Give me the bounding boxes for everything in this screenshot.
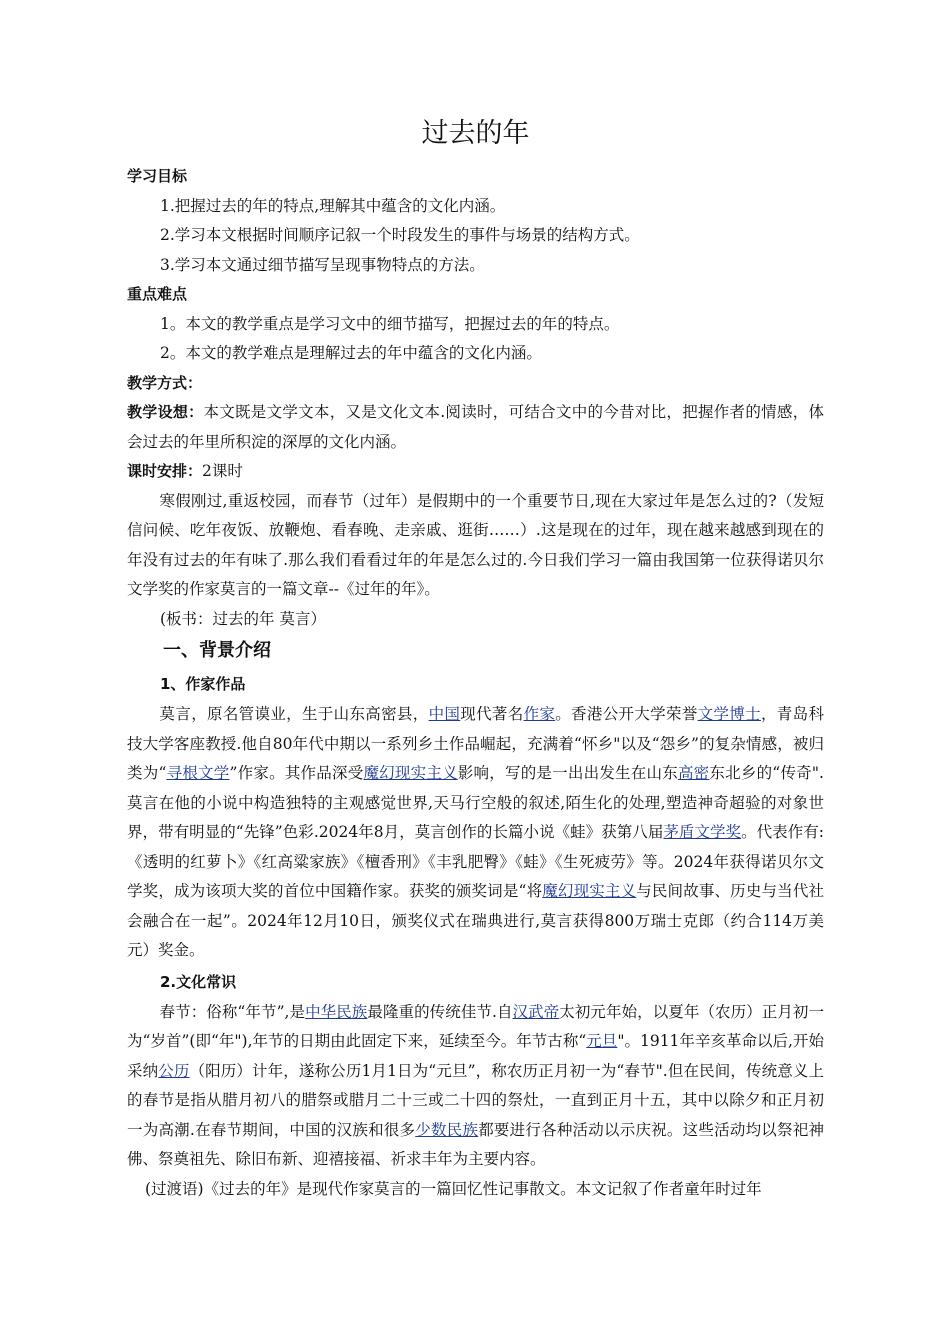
text-run: 太初元年始，以夏年（农历）正月初一为“岁首”(即“年"),年节的日期由此固定下来，延续至今。年节古称“ [127,1002,824,1050]
text-run: 春节：俗称“年节”,是 [159,1002,306,1021]
section-background-heading: 一、背景介绍 [163,640,271,661]
document-content [127,112,824,1204]
goals-heading: 学习目标 [127,167,188,185]
text-run: "。1911年辛亥革命以后,开始采纳 [127,1032,824,1080]
goal-item-1: 1.把握过去的年的特点,理解其中蕴含的文化内涵。 [160,196,506,215]
keypoint-item-2: 2。本文的教学难点是理解过去的年中蕴含的文化内涵。 [160,344,542,362]
text-run: 。香港公开大学荣誉 [555,705,698,723]
link-gregorian-calendar[interactable]: 公历 [158,1061,190,1080]
link-mao-dun-prize[interactable]: 茅盾文学奖 [663,823,742,841]
text-run: 东北乡的“传奇".莫言在他的小说中构造独特的主观感觉世界,天马行空般的叙述,陌生化的处理,塑造神奇超验的对象世界，带有明显的“先锋”色彩.2024年8月，莫言创作的长篇小说《蛙》获第八届 [127,764,824,841]
subsection-culture-heading: 2.文化常识 [160,972,237,991]
text-run: 现代著名 [460,705,524,723]
text-run: 与民间故事、历史与当代社会融合在一起”。2024年12月10日，颁奖仪式在瑞典进行,莫言获得800万瑞士克郎（约合114万美元）奖金。 [127,882,824,959]
text-run: 影响，写的是一出出发生在山东 [457,764,678,782]
link-ethnic-minorities[interactable]: 少数民族 [415,1120,479,1139]
text-run: 莫言，原名管谟业，生于山东高密县， [159,705,429,723]
goal-item-2: 2.学习本文根据时间顺序记叙一个时段发生的事件与场景的结构方式。 [160,226,640,244]
intro-paragraph: 寒假刚过,重返校园，而春节（过年）是假期中的一个重要节日,现在大家过年是怎么过的?（发短信问候、吃年夜饭、放鞭炮、看春晚、走亲戚、逛街……）.这是现在的过年，现在越来越感到现在的年没有过去的年有味了.那么我们看看过年的年是怎么过的.今日我们学习一篇由我国第一位获得诺贝尔文学奖的作家莫言的一篇文章--《过年的年》。 [127,491,824,598]
link-writer[interactable]: 作家 [523,705,556,723]
teaching-design-label: 教学设想： [127,403,204,421]
text-run: 最隆重的传统佳节.自 [367,1002,513,1021]
link-emperor-wu-of-han[interactable]: 汉武帝 [512,1002,560,1021]
text-run: ，青岛科技大学客座教授.他自80年代中期以一系列乡土作品崛起，充满着“怀乡"以及“怨乡”的复杂情感，被归类为“ [127,705,824,782]
class-schedule-text: 2课时 [202,462,243,480]
text-run: ”作家。其作品深受 [229,764,364,782]
class-schedule [127,457,824,487]
keypoint-item-1: 1。本文的教学重点是学习文中的细节描写，把握过去的年的特点。 [160,314,620,333]
class-schedule-label: 课时安排： [127,462,203,480]
teaching-design-text: 本文既是文学文本，又是文化文本.阅读时，可结合文中的今昔对比，把握作者的情感，体会过去的年里所积淀的深厚的文化内涵。 [127,403,824,451]
author-paragraph [127,700,824,966]
teaching-design [127,398,824,457]
link-magic-realism-2[interactable]: 魔幻现实主义 [542,882,637,900]
board-note: (板书：过去的年 莫言） [160,609,326,628]
culture-paragraph [127,998,824,1175]
link-chinese-nation[interactable]: 中华民族 [305,1002,368,1021]
transition-paragraph: (过渡语)《过去的年》是现代作家莫言的一篇回忆性记事散文。本文记叙了作者童年时过年 [145,1179,762,1198]
link-magic-realism[interactable]: 魔幻现实主义 [363,764,458,782]
link-yuandan[interactable]: 元旦 [586,1032,618,1050]
teaching-method [127,369,824,399]
text-run: 。代表作有:《透明的红萝卜》《红高粱家族》《檀香刑》《丰乳肥臀》《蛙》《生死疲劳》等。2024年获得诺贝尔文学奖，成为该项大奖的首位中国籍作家。获奖的颁奖词是“将 [127,823,824,900]
link-doctor-of-letters[interactable]: 文学博士 [697,705,761,723]
keypoints-heading: 重点难点 [127,285,188,303]
teaching-method-label: 教学方式： [127,373,203,392]
text-run: （阳历）计年，遂称公历1月1日为“元旦”，称农历正月初一为“春节".但在民间，传统意义上的春节是指从腊月初八的腊祭或腊月二十三或二十四的祭灶，一直到正月十五，其中以除夕和正月初一为高潮.在春节期间，中国的汉族和很多 [127,1061,824,1139]
text-run: 都要进行各种活动以示庆祝。这些活动均以祭祀神佛、祭奠祖先、除旧布新、迎禧接福、祈求丰年为主要内容。 [127,1120,824,1168]
goal-item-3: 3.学习本文通过细节描写呈现事物特点的方法。 [160,255,485,274]
subsection-author-works-heading: 1、作家作品 [160,675,246,693]
link-gaomi[interactable]: 高密 [677,764,710,782]
link-root-seeking-literature[interactable]: 寻根文学 [166,764,230,782]
page-title: 过去的年 [421,118,530,149]
link-china[interactable]: 中国 [428,705,461,723]
